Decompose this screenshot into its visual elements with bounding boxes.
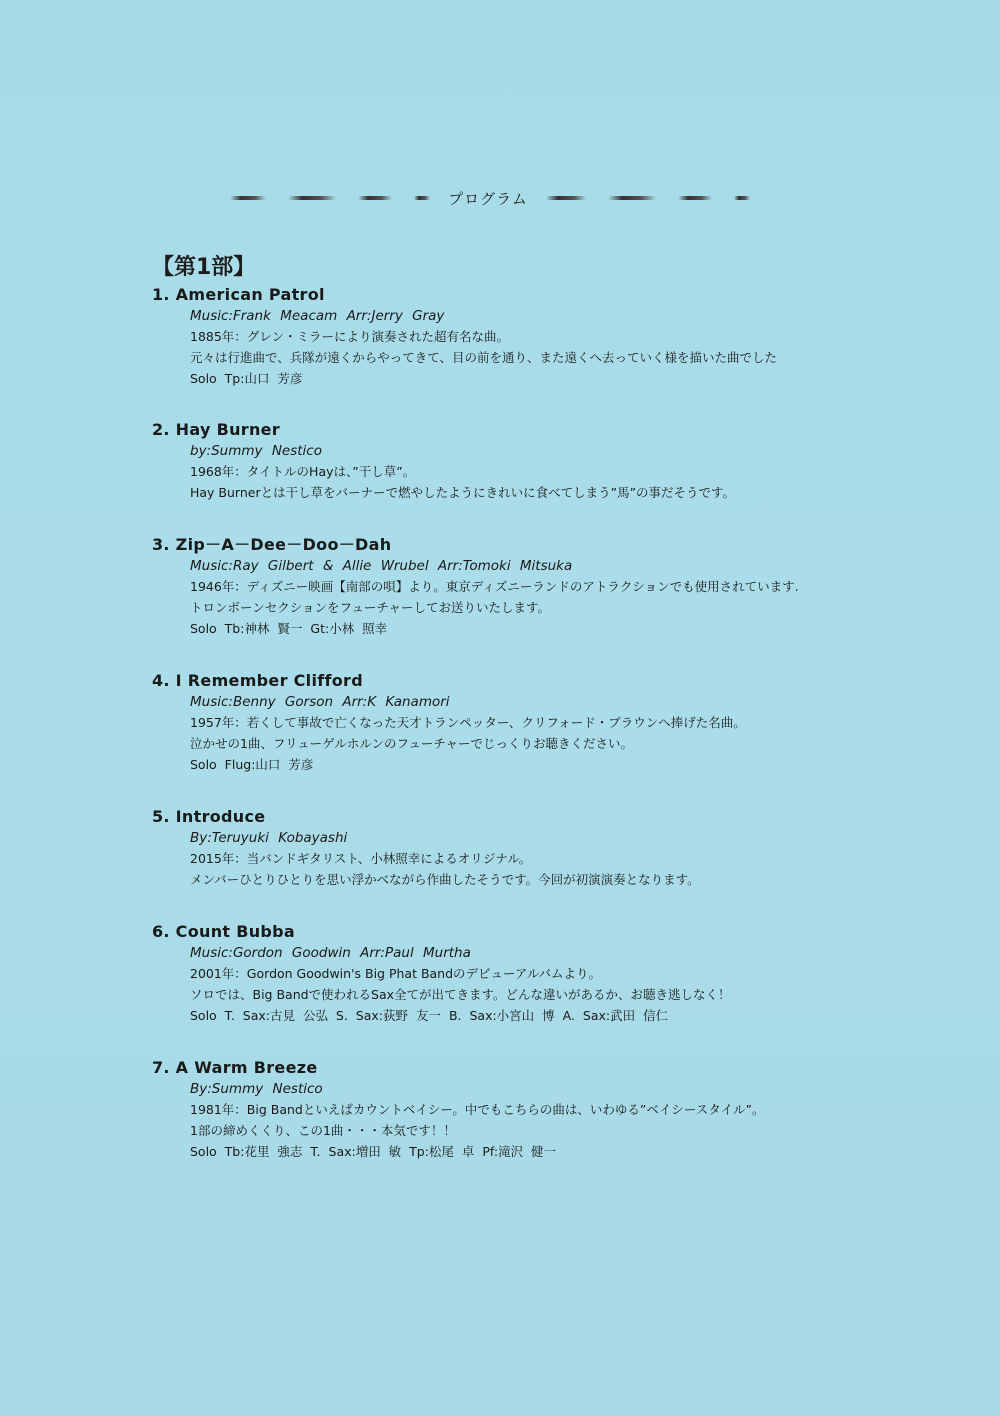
program-item [152,1057,912,1162]
item-description: メンバーひとりひとりを思い浮かべながら作曲したそうです。今回が初演演奏となります。 [190,872,700,887]
program-item [152,534,912,639]
item-credit: Music:Benny Gorson Arr:K Kanamori [190,694,450,710]
item-description: Hay Burnerとは干し草をバーナーで燃やしたようにきれいに食べてしまう”馬”の事だそうです。 [190,485,736,500]
item-description: トロンボーンセクションをフューチャーしてお送りいたします。 [190,600,551,615]
item-solo: Solo Tp:山口 芳彦 [190,371,303,386]
dash-decoration [734,196,750,200]
item-solo: Solo Tb:神林 賢一 Gt:小林 照幸 [190,621,388,636]
item-solo: Solo Flug:山口 芳彦 [190,757,314,772]
item-title: 4. I Remember Clifford [152,671,364,690]
dash-decoration [288,196,336,200]
item-description: 泣かせの1曲、フリューゲルホルンのフューチャーでじっくりお聴きください。 [190,736,634,751]
part-title: 【第1部】 [152,255,256,280]
item-title: 3. Zip－A－Dee－Doo－Dah [152,535,392,554]
item-title: 1. American Patrol [152,285,325,304]
item-description: 1957年：若くして事故で亡くなった天才トランペッター、クリフォード・ブラウンへ捧げた名曲。 [190,715,746,730]
header-dashes-right [546,196,750,200]
item-description: 1968年：タイトルのHayは、”干し草”。 [190,464,416,479]
dash-decoration [230,196,266,200]
item-credit: By:Summy Nestico [190,1081,323,1097]
program-item [152,670,912,775]
item-title: 2. Hay Burner [152,420,280,439]
program-item [152,284,912,389]
header-title: プログラム [448,189,528,208]
dash-decoration [546,196,586,200]
dash-decoration [358,196,392,200]
item-credit: Music:Gordon Goodwin Arr:Paul Murtha [190,945,471,961]
program-item [152,921,912,1026]
dash-decoration [608,196,656,200]
dash-decoration [414,196,430,200]
item-solo: Solo T. Sax:古見 公弘 S. Sax:荻野 友一 B. Sax:小宮山 博 A. Sax:武田 信仁 [190,1008,669,1023]
item-description: 1885年：グレン・ミラーにより演奏された超有名な曲。 [190,329,510,344]
program-header [190,186,790,210]
dash-decoration [678,196,712,200]
item-description: 1981年：Big Bandといえばカウントベイシー。中でもこちらの曲は、いわゆる”ベイシースタイル”。 [190,1102,765,1117]
item-title: 5. Introduce [152,807,266,826]
item-title: 6. Count Bubba [152,922,296,941]
item-credit: By:Teruyuki Kobayashi [190,830,348,846]
program-list [152,284,912,1162]
item-description: ソロでは、Big Bandで使われるSax全てが出てきます。どんな違いがあるか、お聴き逃しなく！ [190,987,731,1002]
program-item [152,806,912,890]
item-solo: Solo Tb:花里 強志 T. Sax:増田 敏 Tp:松尾 卓 Pf:滝沢 健一 [190,1144,557,1159]
item-title: 7. A Warm Breeze [152,1058,318,1077]
program-item [152,419,912,503]
item-credit: by:Summy Nestico [190,443,322,459]
item-description: 元々は行進曲で、兵隊が遠くからやってきて、目の前を通り、また遠くへ去っていく様を描いた曲でした [190,350,778,365]
header-dashes-left [230,196,430,200]
item-credit: Music:Ray Gilbert & Allie Wrubel Arr:Tomoki Mitsuka [190,558,573,574]
item-description: 1946年：ディズニー映画【南部の唄】より。東京ディズニーランドのアトラクションでも使用されています. [190,579,799,594]
item-description: 1部の締めくくり、この1曲・・・本気です！！ [190,1123,456,1138]
item-description: 2015年：当バンドギタリスト、小林照幸によるオリジナル。 [190,851,532,866]
item-credit: Music:Frank Meacam Arr:Jerry Gray [190,308,445,324]
item-description: 2001年：Gordon Goodwin's Big Phat Bandのデビューアルバムより。 [190,966,602,981]
